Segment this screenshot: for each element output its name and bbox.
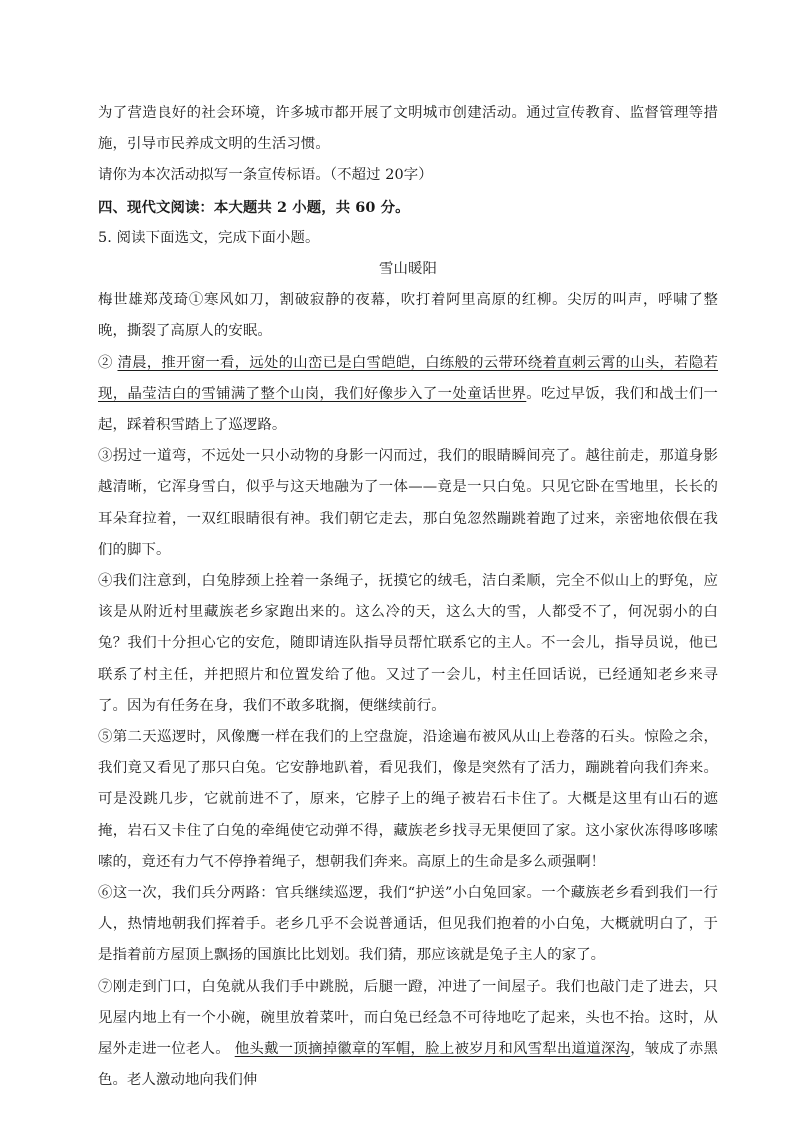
underlined-sentence: 清晨，推开窗一看，远处的山峦已是白雪皑皑，白练般的云带环绕着直刺云霄的山头，若隐若现，晶莹洁白的雪铺满了整个山岗，我们好像步入了一处童话世界 xyxy=(98,354,718,402)
article-title: 雪山暖阳 xyxy=(379,261,437,278)
article-paragraph-5: ⑤第二天巡逻时，风像鹰一样在我们的上空盘旋，沿途遍布被风从山上卷落的石头。惊险之余，我们竟又看见了那只白兔。它安静地趴着，看见我们，像是突然有了活力，蹦跳着向我们奔来。可是没跳几步，它就前进不了，原来，它脖子上的绳子被岩石卡住了。大概是这里有山石的遮掩，岩石又卡住了白兔的牵绳使它动弹不得，藏族老乡找寻无果便回了家。这小家伙冻得哆哆嗦嗦的，竟还有力气不停挣着绳子，想朝我们奔来。高原上的生命是多么顽强啊！ xyxy=(98,729,718,870)
article-paragraph-6: ⑥这一次，我们兵分两路：官兵继续巡逻，我们“护送”小白兔回家。一个藏族老乡看到我们一行人，热情地朝我们挥着手。老乡几乎不会说普通话，但见我们抱着的小白兔，大概就明白了，于是指着前方屋顶上飘扬的国旗比比划划。我们猜，那应该就是兔子主人的家了。 xyxy=(98,885,718,964)
intro-paragraph: 为了营造良好的社会环境，许多城市都开展了文明城市创建活动。通过宣传教育、监督管理等措施，引导市民养成文明的生活习惯。 xyxy=(98,105,718,153)
paragraph-text: ，皱成了赤黑色。老人激动地向我们伸 xyxy=(98,1041,719,1089)
article-paragraph-3: ③拐过一道弯，不远处一只小动物的身影一闪而过，我们的眼睛瞬间亮了。越往前走，那道身影越清晰，它浑身雪白，似乎与这天地融为了一体——竟是一只白兔。只见它卧在雪地里，长长的耳朵耷拉着，一双红眼睛很有神。我们朝它走去，那白兔忽然蹦跳着跑了过来，亲密地依偎在我们的脚下。 xyxy=(98,448,718,558)
section-heading: 四、现代文阅读：本大题共 2 小题，共 60 分。 xyxy=(98,198,410,216)
question-5-instruction: 5. 阅读下面选文，完成下面小题。 xyxy=(98,229,320,246)
underlined-sentence: 他头戴一顶摘掉徽章的军帽，脸上被岁月和风雪犁出道道深沟 xyxy=(234,1041,631,1058)
paragraph-text: ⑦刚走到门口，白兔就从我们手中跳脱，后腿一蹬，冲进了一间屋子。我们也敲门走了进去，只见屋内地上有一个小碗，碗里放着菜叶，而白兔已经急不可待地吃了起来，头也不抬。这时，从屋外走进一位老人。 xyxy=(98,978,718,1058)
document-page xyxy=(98,98,718,1097)
paragraph-number: ② xyxy=(98,354,118,371)
article-paragraph-1: 梅世雄郑茂琦①寒风如刀，割破寂静的夜幕，吹打着阿里高原的红柳。尖厉的叫声，呼啸了整晚，撕裂了高原人的安眠。 xyxy=(98,292,718,340)
article-paragraph-2 xyxy=(98,348,718,442)
paragraph-text: 。吃过早饭，我们和战士们一起，踩着积雪踏上了巡逻路。 xyxy=(98,385,718,434)
task-prompt: 请你为本次活动拟写一条宣传标语。（不超过 20字） xyxy=(98,167,433,184)
article-paragraph-7 xyxy=(98,972,718,1097)
article-paragraph-4: ④我们注意到，白兔脖颈上拴着一条绳子，抚摸它的绒毛，洁白柔顺，完全不似山上的野兔，应该是从附近村里藏族老乡家跑出来的。这么冷的天，这么大的雪，人都受不了，何况弱小的白兔？我们十分担心它的安危，随即请连队指导员帮忙联系它的主人。不一会儿，指导员说，他已联系了村主任，并把照片和位置发给了他。又过了一会儿，村主任回话说，已经通知老乡来寻了。因为有任务在身，我们不敢多耽搁，便继续前行。 xyxy=(98,573,718,714)
